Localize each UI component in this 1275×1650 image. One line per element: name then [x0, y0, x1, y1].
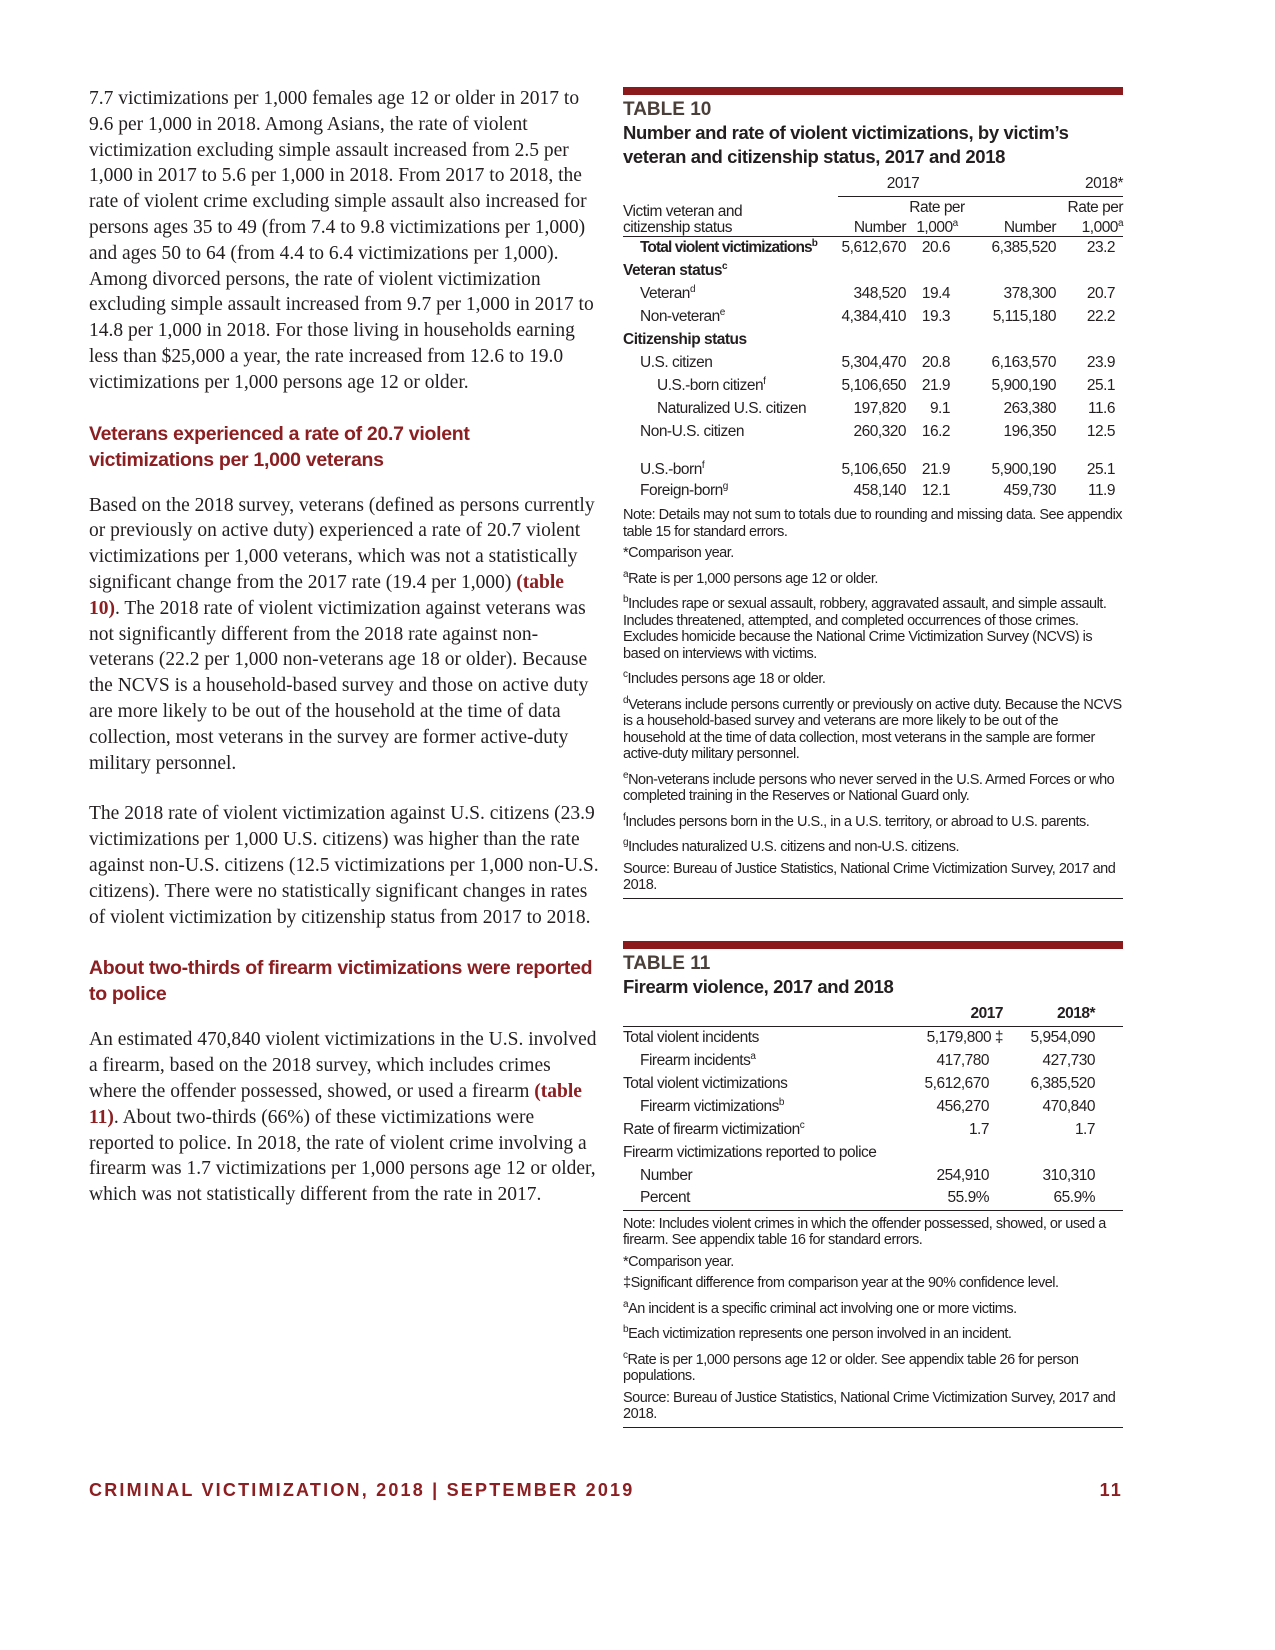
row-label: Veteran status$^c$: [623, 261, 728, 279]
paragraph: 7.7 victimizations per 1,000 females age 12 or older in 2017 to 9.6 per 1,000 in 2018. Among Asians, the rate of violent victimization excluding simple assault increased from 2.5 per 1,000 in 2017 to 5.6 per 1,000 in 2018. From 2017 to 2018, the rate of violent crime excluding simple assault also increased for persons ages 35 to 49 (from 7.4 to 9.8 victimizations per 1,000) and ages 50 to 64 (from 4.4 to 6.4 victimizations per 1,000). Among divorced persons, the rate of violent victimization excluding simple assault increased from 9.7 per 1,000 in 2017 to 14.8 per 1,000 in 2018. For those living in households earning less than $25,000 a year, the rate increased from 12.6 to 19.0 victimizations per 1,000 persons age 12 or older.: [89, 88, 594, 393]
cell-n1: [838, 259, 906, 282]
row-label: Citizenship status: [623, 330, 747, 348]
table-number: TABLE 11: [623, 953, 711, 974]
text: . The 2018 rate of violent victimization against veterans was not significantly different from the 2018 rate against non-veterans (22.2 per 1,000 non-veterans age 18 or older). Because the NCVS is a household-based survey and those on active duty are more likely to be out of the household at the time of data collection, most veterans in the survey are former active-duty military personnel.: [89, 597, 589, 774]
row-label: U.S.-born$^f$: [640, 460, 705, 478]
table-note: Source: Bureau of Justice Statistics, National Crime Victimization Survey, 2017 and 2018.: [623, 1389, 1116, 1422]
table-note: $^b$Each victimization represents one person involved in an incident.: [623, 1324, 1012, 1342]
table-number: TABLE 10: [623, 99, 712, 120]
cell-r1: 20.6: [921, 238, 950, 256]
cell-n1: 5,304,470: [841, 353, 906, 371]
year-2018-header: 2018*: [968, 173, 1123, 196]
table-row: [623, 1118, 1123, 1141]
table-row: [623, 351, 1123, 374]
paragraph: The 2018 rate of violent victimization against U.S. citizens (23.9 victimizations per 1,000 U.S. citizens) was higher than the rate against non-U.S. citizens (12.5 victimizations per 1,000 non-U.S. citizens). There were no statistically significant changes in rates of violent victimization by citizenship status from 2017 to 2018.: [89, 803, 599, 928]
cell-n1: 260,320: [853, 422, 906, 440]
cell-r1: 16.2: [921, 422, 950, 440]
rate-header: Rate per 1,000$^a$: [909, 198, 965, 236]
cell-n1: [838, 328, 906, 351]
cell-n2: 5,900,190: [991, 461, 1056, 478]
table-10: [623, 87, 1123, 899]
table-note: $^a$Rate is per 1,000 persons age 12 or older.: [623, 568, 878, 587]
table-row: [623, 443, 1123, 479]
year-2018-header: 2018*: [1056, 1005, 1095, 1023]
cell-r2: 12.5: [1086, 422, 1115, 440]
number-header: Number: [1003, 218, 1056, 236]
table-row: [623, 1141, 1123, 1164]
row-label: U.S.-born citizen$^f$: [657, 376, 766, 394]
table-row: [623, 305, 1123, 328]
table-note: $^b$Includes rape or sexual assault, robbery, aggravated assault, and simple assault. Includes threatened, attempted, and completed occurrences of those crimes. Excludes homicide because the National Crime Victimization Survey (NCVS) is based on interviews with victims.: [623, 594, 1107, 662]
row-label: Naturalized U.S. citizen: [657, 399, 807, 417]
cell-r2: 23.9: [1086, 353, 1115, 371]
table-note: *Comparison year.: [623, 545, 734, 561]
cell-2018: 6,385,520: [1030, 1074, 1095, 1092]
text: Based on the 2018 survey, veterans (defined as persons currently or previously on active duty) experienced a rate of 20.7 violent victimizations per 1,000 veterans, which was not a statistically significant change from the 2017 rate (19.4 per 1,000): [89, 494, 595, 593]
row-label: Veteran$^d$: [640, 284, 695, 302]
cell-r1: 21.9: [921, 376, 950, 394]
rate-header: Rate per 1,000$^a$: [1067, 198, 1123, 236]
table-row: [623, 1049, 1123, 1072]
table-row: [623, 374, 1123, 397]
table-row: [623, 397, 1123, 420]
table-row: [623, 1187, 1123, 1210]
page-footer: [89, 1480, 1123, 1501]
cell-r2: 11.6: [1087, 399, 1115, 417]
table-note: *Comparison year.: [623, 1253, 734, 1270]
cell-r1: 19.4: [921, 284, 950, 302]
table-note: ‡Significant difference from comparison year at the 90% confidence level.: [623, 1275, 1059, 1291]
cell-r2: 11.9: [1087, 481, 1115, 499]
table-row: [623, 1072, 1123, 1095]
cell-2017: [923, 1141, 1003, 1164]
cell-r2: 20.7: [1086, 284, 1115, 302]
row-label: U.S. citizen: [640, 353, 713, 371]
cell-r2: 25.1: [1086, 461, 1115, 478]
cell-n2: 6,385,520: [991, 238, 1056, 256]
cell-r2: 22.2: [1086, 307, 1115, 325]
table-10-grid: [623, 173, 1123, 502]
stub-header: Victim veteran and citizenship status: [623, 202, 743, 236]
number-header: Number: [853, 218, 906, 236]
cell-2018: [1003, 1141, 1123, 1164]
row-label: Total violent incidents: [623, 1028, 759, 1046]
cell-2017: 254,910: [936, 1166, 989, 1184]
cell-n2: [968, 259, 1056, 282]
cell-r1: 19.3: [921, 307, 950, 325]
table-11: [623, 941, 1123, 1428]
table-note: Source: Bureau of Justice Statistics, National Crime Victimization Survey, 2017 and 2018.: [623, 860, 1116, 893]
cell-r1: [906, 259, 968, 282]
row-label: Total violent victimizations: [623, 1074, 788, 1092]
cell-n2: 6,163,570: [991, 353, 1056, 371]
table-title: Firearm violence, 2017 and 2018: [623, 976, 894, 997]
cell-2017: 5,179,800 ‡: [926, 1028, 1003, 1046]
cell-n1: 5,106,650: [841, 376, 906, 394]
cell-2017: 456,270: [936, 1097, 989, 1115]
table-note: $^e$Non-veterans include persons who never served in the U.S. Armed Forces or who completed training in the Reserves or National Guard only.: [623, 769, 1115, 804]
table-notes: [623, 1216, 1123, 1428]
cell-r2: 23.2: [1086, 238, 1115, 256]
table-row: [623, 328, 1123, 351]
cell-r1: 9.1: [929, 399, 950, 417]
row-label: Non-veteran$^e$: [640, 307, 725, 325]
cell-r2: [1056, 259, 1123, 282]
year-2017-header: 2017: [970, 1005, 1003, 1023]
cell-r1: 12.1: [921, 481, 950, 499]
row-label: Firearm incidents$^a$: [640, 1051, 756, 1069]
table-11-grid: [623, 1003, 1123, 1211]
cell-n1: 348,520: [853, 284, 906, 302]
cell-2018: 427,730: [1042, 1051, 1095, 1069]
cell-2018: 65.9%: [1053, 1189, 1095, 1207]
cell-r1: 21.9: [921, 461, 950, 478]
row-label: Firearm victimizations$^b$: [640, 1097, 784, 1115]
paragraph: [89, 1027, 599, 1208]
table-row: [623, 420, 1123, 443]
section-heading: Veterans experienced a rate of 20.7 violent victimizations per 1,000 veterans: [89, 422, 470, 471]
cell-n2: 263,380: [1003, 399, 1056, 417]
table-note: $^g$Includes naturalized U.S. citizens and non-U.S. citizens.: [623, 837, 960, 855]
table-row: [623, 1026, 1123, 1049]
table-notes: [623, 507, 1123, 899]
row-label: Rate of firearm victimization$^c$: [623, 1120, 805, 1138]
cell-r2: 25.1: [1086, 376, 1115, 394]
cell-2018: 310,310: [1042, 1166, 1095, 1184]
table-rule: [623, 87, 1123, 95]
section-heading: About two-thirds of firearm victimizations were reported to police: [89, 957, 593, 1006]
cell-2018: 470,840: [1042, 1097, 1095, 1115]
row-label: Total violent victimizations$^b$: [640, 238, 817, 257]
page-number: 11: [1099, 1480, 1123, 1500]
table-row: [623, 479, 1123, 502]
cell-n1: 197,820: [853, 399, 906, 417]
table-rule: [623, 941, 1123, 949]
cell-r1: 20.8: [921, 353, 950, 371]
cell-n1: 458,140: [853, 481, 906, 499]
cell-n2: 378,300: [1003, 284, 1056, 302]
table-11-link[interactable]: (table 11): [89, 1080, 582, 1128]
year-2017-header: 2017: [838, 173, 968, 196]
cell-2018: 5,954,090: [1030, 1028, 1095, 1046]
cell-n2: 196,350: [1003, 422, 1056, 440]
table-row: [623, 1095, 1123, 1118]
cell-n2: 459,730: [1003, 481, 1056, 499]
cell-n1: 5,106,650: [841, 461, 906, 478]
table-note: Note: Details may not sum to totals due to rounding and missing data. See appendix table 15 for standard errors.: [623, 507, 1123, 540]
table-title: Number and rate of violent victimizations, by victim’s veteran and citizenship status, 2017 and 2018: [623, 122, 1069, 167]
row-label: Firearm victimizations reported to police: [623, 1143, 877, 1161]
cell-2017: 1.7: [968, 1120, 989, 1138]
cell-r2: [1056, 328, 1123, 351]
footer-title: CRIMINAL VICTIMIZATION, 2018 | SEPTEMBER 2019: [89, 1480, 635, 1500]
row-label: Non-U.S. citizen: [640, 422, 744, 440]
cell-n2: [968, 328, 1056, 351]
cell-r1: [906, 328, 968, 351]
table-note: $^c$Includes persons age 18 or older.: [623, 669, 826, 687]
table-10-link[interactable]: (table 10): [89, 571, 564, 619]
table-note: $^a$An incident is a specific criminal act involving one or more victims.: [623, 1298, 1017, 1317]
table-note: $^f$Includes persons born in the U.S., in a U.S. territory, or abroad to U.S. parents.: [623, 811, 1090, 830]
table-note: $^c$Rate is per 1,000 persons age 12 or older. See appendix table 26 for person populations.: [623, 1349, 1079, 1384]
row-label: Foreign-born$^g$: [640, 481, 728, 499]
table-note: Note: Includes violent crimes in which the offender possessed, showed, or used a firearm. See appendix table 16 for standard errors.: [623, 1215, 1106, 1248]
cell-2017: 55.9%: [947, 1189, 989, 1207]
text: . About two-thirds (66%) of these victimizations were reported to police. In 2018, the rate of violent crime involving a firearm was 1.7 victimizations per 1,000 persons age 12 or older, which was not statistically different from the rate in 2017.: [89, 1106, 596, 1206]
table-row: [623, 236, 1123, 259]
table-note: $^d$Veterans include persons currently or previously on active duty. Because the NCVS is a household-based survey and veterans are more likely to be out of the household at the time of data collection, most veterans in the sample are former active-duty military personnel.: [623, 694, 1122, 762]
table-row: [623, 259, 1123, 282]
table-row: [623, 282, 1123, 305]
body-text-column: [89, 86, 599, 1233]
text: An estimated 470,840 violent victimizations in the U.S. involved a firearm, based on the 2018 survey, which includes crimes where the offender possessed, showed, or used a firearm: [89, 1029, 597, 1102]
cell-n1: 5,612,670: [841, 238, 906, 256]
cell-n1: 4,384,410: [841, 307, 906, 325]
cell-2017: 417,780: [936, 1051, 989, 1069]
row-label: Number: [640, 1166, 693, 1184]
paragraph: [89, 493, 599, 777]
cell-n2: 5,115,180: [992, 307, 1056, 325]
table-row: [623, 1164, 1123, 1187]
cell-2018: 1.7: [1074, 1120, 1095, 1138]
cell-2017: 5,612,670: [924, 1074, 989, 1092]
cell-n2: 5,900,190: [991, 376, 1056, 394]
row-label: Percent: [640, 1189, 690, 1207]
